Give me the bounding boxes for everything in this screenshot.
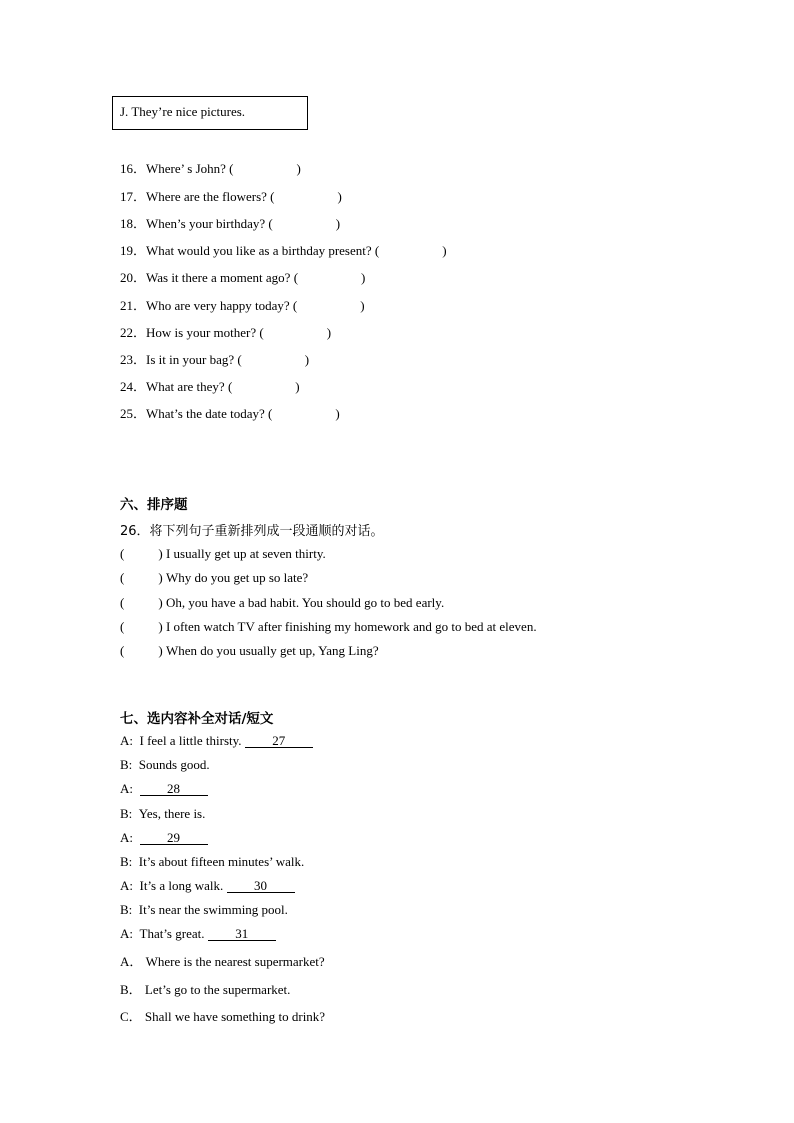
ordering-text: I often watch TV after finishing my homework and go to bed at eleven. [165, 619, 537, 634]
question-25 [120, 403, 340, 422]
dialogue-line [120, 878, 295, 894]
dialogue-line [120, 830, 208, 846]
question-text: What are they? ( [146, 379, 233, 394]
question-24 [120, 376, 300, 395]
ordering-text: I usually get up at seven thirty. [165, 546, 326, 561]
question-text: What would you like as a birthday present? ( [146, 243, 380, 258]
blank-31[interactable]: 31 [208, 927, 276, 941]
question-number: 18． [120, 216, 147, 231]
option-b [120, 979, 290, 998]
question-text: Where are the flowers? ( [146, 189, 275, 204]
dialogue-line [120, 757, 210, 773]
blank-28[interactable]: 28 [140, 782, 208, 796]
line-text: I feel a little thirsty. [139, 733, 242, 748]
option-a [120, 951, 325, 970]
question-close-paren: ) [360, 298, 365, 313]
open-paren: ( [120, 570, 125, 585]
question-text: Is it in your bag? ( [146, 352, 242, 367]
close-paren: ) [158, 595, 163, 610]
question-21 [120, 295, 365, 314]
line-text: Sounds good. [138, 757, 210, 772]
question-17 [120, 186, 342, 205]
question-text: What’s the date today? ( [146, 406, 273, 421]
section-7-heading: 七、选内容补全对话/短文 [120, 711, 274, 727]
speaker: A: [120, 781, 133, 796]
option-j: J. They’re nice pictures. [120, 104, 246, 119]
open-paren: ( [120, 546, 125, 561]
close-paren: ) [158, 643, 163, 658]
line-text: It’s about fifteen minutes’ walk. [138, 854, 305, 869]
question-20 [120, 267, 365, 286]
ordering-item [120, 570, 308, 586]
question-close-paren: ) [335, 216, 341, 231]
ordering-item [120, 595, 444, 611]
dialogue-line [120, 733, 313, 749]
question-number: 21． [120, 298, 147, 313]
question-text: Where’ s John? ( [146, 161, 234, 176]
question-number: 20． [120, 270, 147, 285]
question-close-paren: ) [442, 243, 447, 258]
ordering-text: Why do you get up so late? [165, 570, 309, 585]
blank-30[interactable]: 30 [227, 879, 295, 893]
question-22 [120, 322, 331, 341]
speaker: A: [120, 830, 133, 845]
question-close-paren: ) [335, 406, 340, 421]
option-text: Let’s go to the supermarket. [144, 982, 291, 997]
question-23 [120, 349, 309, 368]
question-number: 25． [120, 406, 147, 421]
option-text: Where is the nearest supermarket? [145, 954, 325, 969]
ordering-text: When do you usually get up, Yang Ling? [165, 643, 379, 658]
dialogue-line [120, 781, 208, 797]
question-close-paren: ) [361, 270, 366, 285]
option-label: C． [120, 1009, 142, 1024]
open-paren: ( [120, 595, 125, 610]
dialogue-line [120, 806, 205, 822]
open-paren: ( [120, 643, 125, 658]
speaker: A: [120, 926, 133, 941]
question-close-paren: ) [304, 352, 310, 367]
ordering-item [120, 546, 326, 562]
speaker: B: [120, 854, 133, 869]
speaker: B: [120, 902, 133, 917]
close-paren: ) [158, 546, 163, 561]
line-text: Yes, there is. [138, 806, 206, 821]
question-number: 24． [120, 379, 147, 394]
question-number: 23． [120, 352, 147, 367]
question-number: 22． [120, 325, 147, 340]
ordering-text: Oh, you have a bad habit. You should go to bed early. [165, 595, 445, 610]
option-label: B． [120, 982, 142, 997]
question-text: Was it there a moment ago? ( [146, 270, 299, 285]
speaker: A: [120, 733, 133, 748]
option-label: A． [120, 954, 143, 969]
question-close-paren: ) [295, 379, 300, 394]
speaker: B: [120, 757, 133, 772]
ordering-item [120, 643, 379, 659]
option-text: Shall we have something to drink? [144, 1009, 326, 1024]
option-c [120, 1006, 325, 1025]
question-text: Who are very happy today? ( [146, 298, 298, 313]
question-text: How is your mother? ( [146, 325, 264, 340]
dialogue-line [120, 926, 276, 942]
close-paren: ) [158, 570, 163, 585]
blank-29[interactable]: 29 [140, 831, 208, 845]
line-text: It’s near the swimming pool. [138, 902, 288, 917]
question-number: 17． [120, 189, 147, 204]
close-paren: ) [158, 619, 163, 634]
section-6-heading: 六、排序题 [120, 497, 188, 513]
open-paren: ( [120, 619, 125, 634]
speaker: A: [120, 878, 133, 893]
question-19 [120, 240, 447, 259]
question-close-paren: ) [337, 189, 342, 204]
question-close-paren: ) [326, 325, 332, 340]
section-6-instruction: 26．将下列句子重新排列成一段通顺的对话。 [120, 524, 384, 539]
question-number: 16． [120, 161, 147, 176]
ordering-item [120, 619, 537, 635]
speaker: B: [120, 806, 133, 821]
question-16 [120, 158, 301, 177]
dialogue-line [120, 902, 288, 918]
dialogue-line [120, 854, 304, 870]
option-box [112, 96, 308, 130]
question-text: When’s your birthday? ( [146, 216, 273, 231]
question-close-paren: ) [296, 161, 301, 176]
line-text: That’s great. [139, 926, 205, 941]
blank-27[interactable]: 27 [245, 734, 313, 748]
question-number: 19． [120, 243, 147, 258]
question-18 [120, 213, 340, 232]
line-text: It’s a long walk. [139, 878, 224, 893]
